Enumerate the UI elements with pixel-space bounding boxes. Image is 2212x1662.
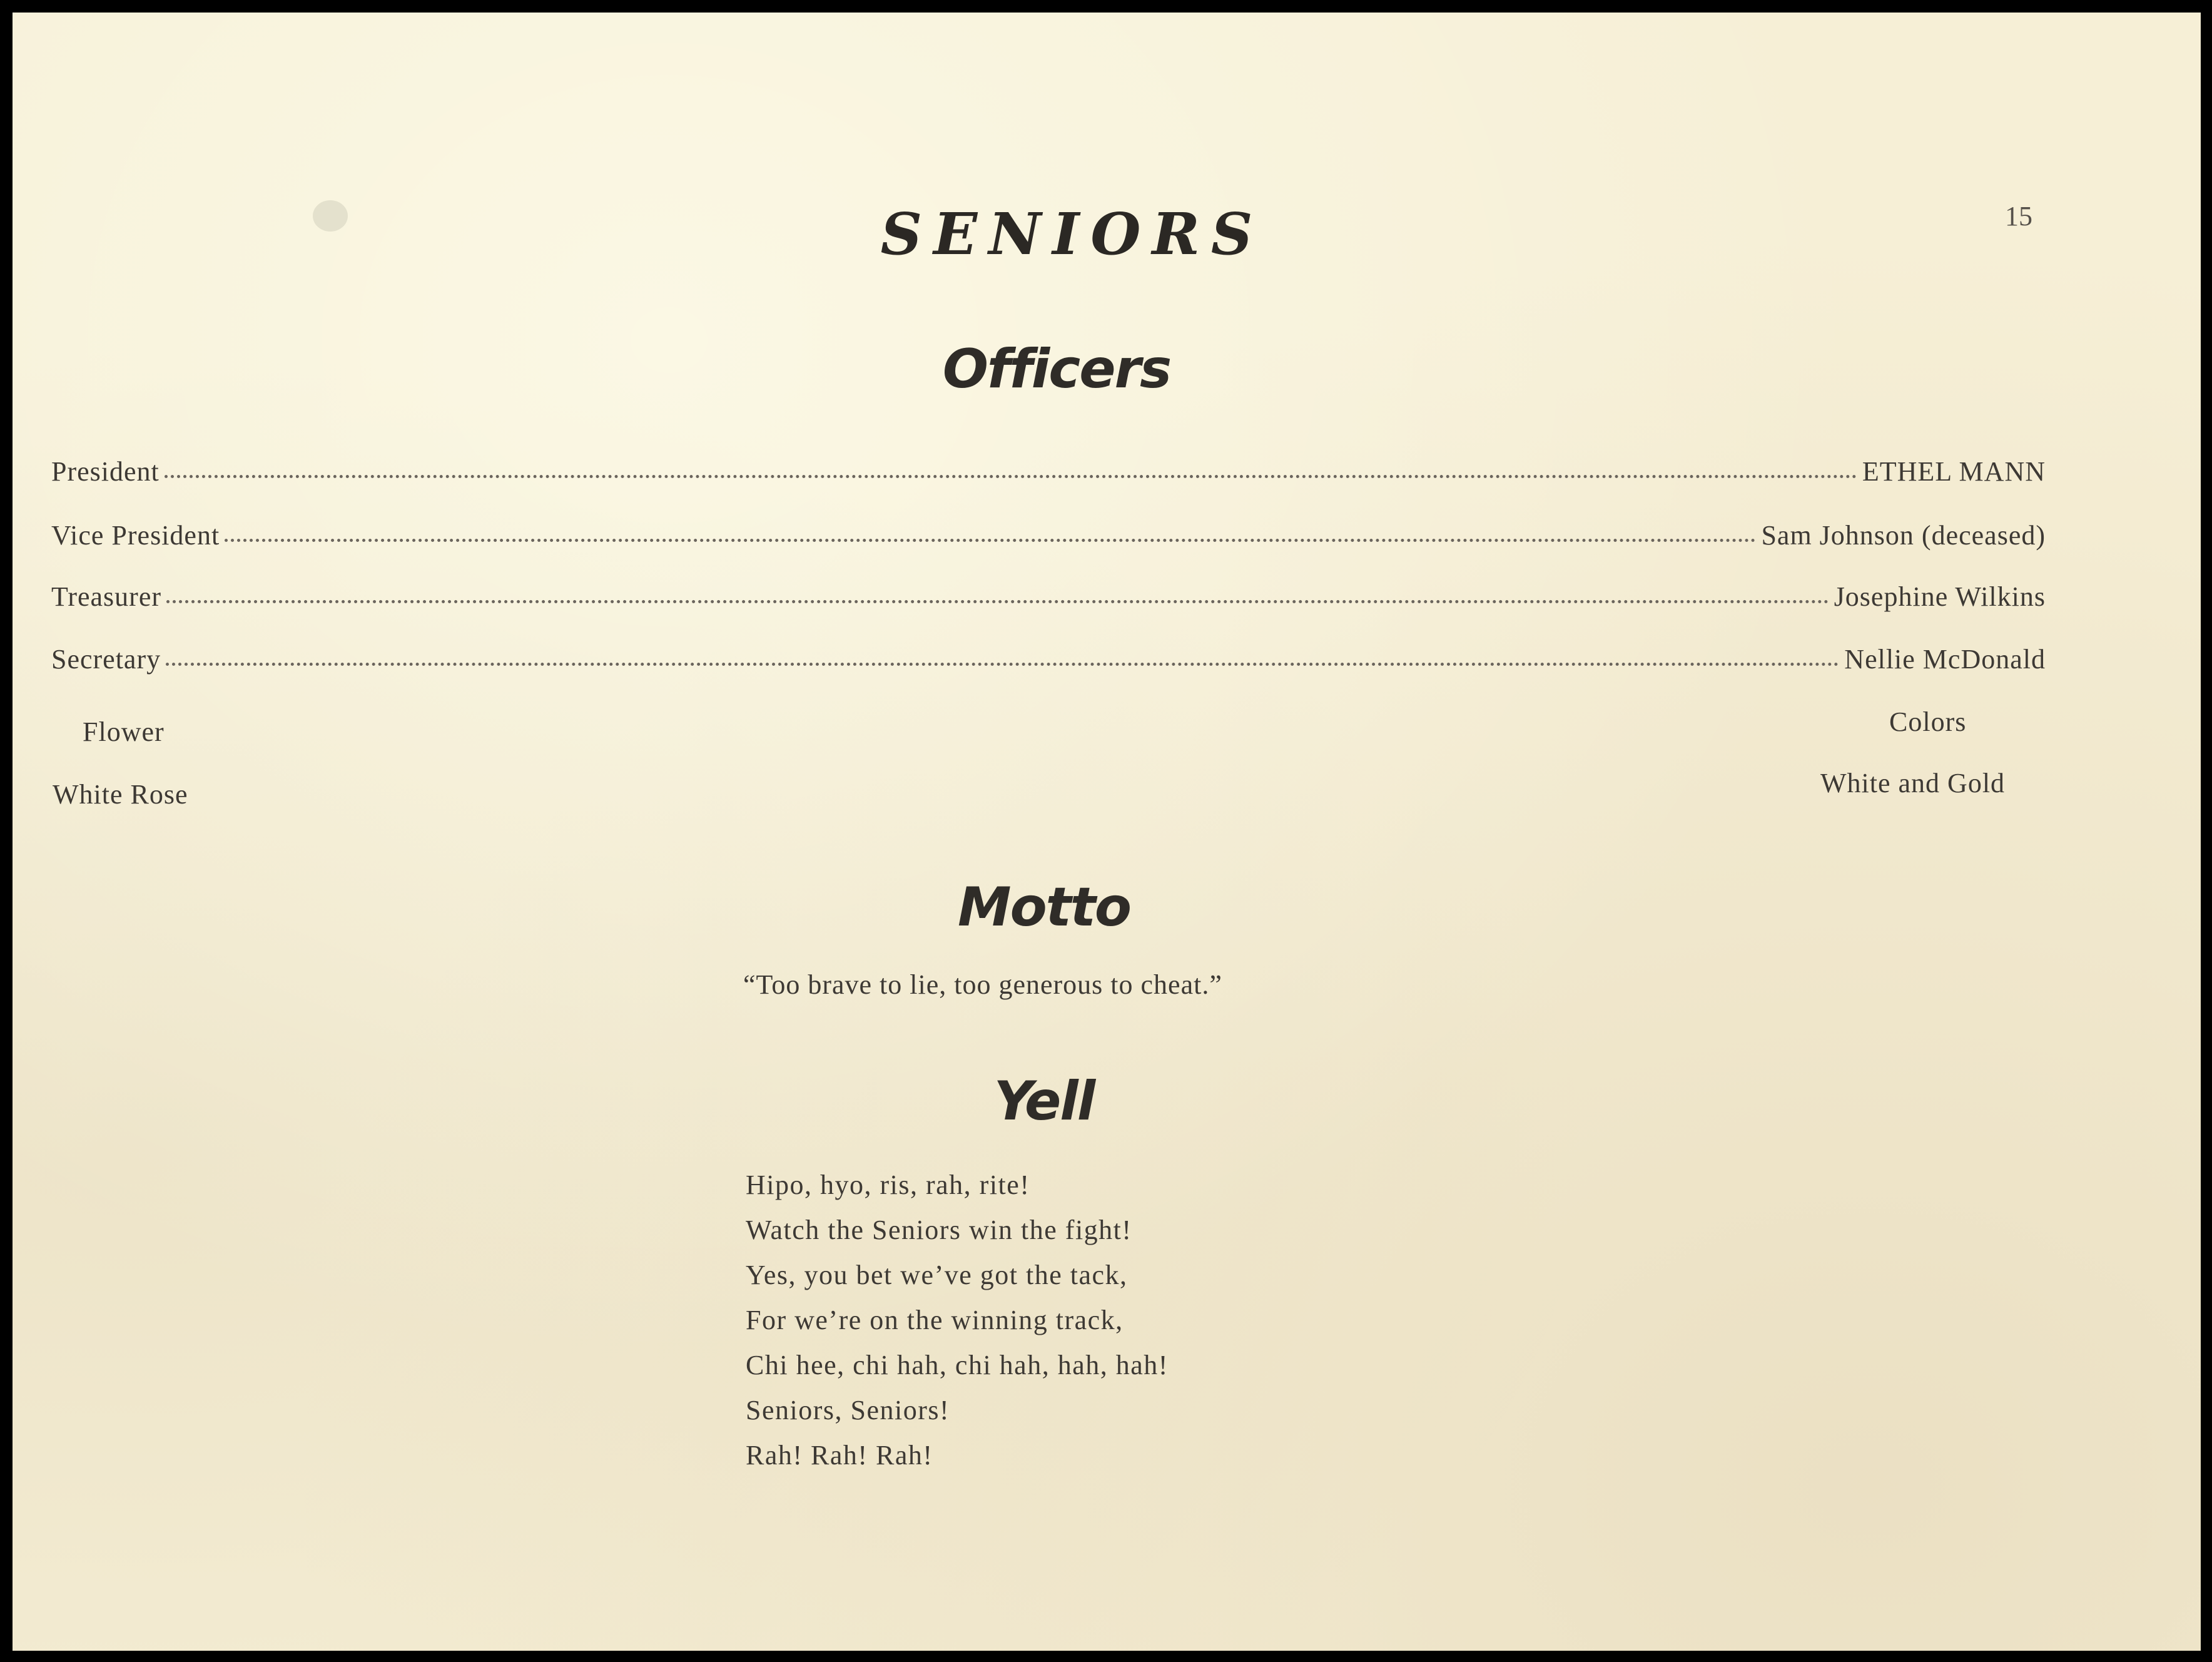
page-number: 15: [2005, 201, 2032, 232]
officers-heading: Officers: [942, 338, 1171, 400]
yell-line: Watch the Seniors win the fight!: [746, 1215, 1132, 1245]
colors-value: White and Gold: [1820, 768, 2006, 798]
officer-name: Sam Johnson (deceased): [1761, 520, 2046, 551]
officer-role: President: [51, 456, 160, 487]
motto-heading: Motto: [958, 876, 1130, 939]
officer-row-treasurer: [51, 581, 2046, 621]
officer-name: Josephine Wilkins: [1834, 581, 2046, 612]
dot-leader: [225, 539, 1756, 542]
officer-role: Treasurer: [51, 581, 161, 612]
yell-line: Seniors, Seniors!: [746, 1395, 950, 1425]
dot-leader: [166, 663, 1839, 666]
officer-row-secretary: [51, 643, 2046, 683]
dot-leader: [166, 600, 1829, 603]
flower-heading: Flower: [83, 716, 165, 747]
officer-name: Nellie McDonald: [1844, 644, 2046, 675]
officer-name: ETHEL MANN: [1862, 456, 2046, 487]
page-title: [13, 200, 2201, 268]
yell-lines: [746, 1163, 1169, 1478]
yearbook-page: [13, 13, 2201, 1651]
yell-heading: Yell: [993, 1070, 1095, 1133]
officer-role: Vice President: [51, 520, 220, 551]
colors-heading: Colors: [1889, 706, 1967, 737]
yell-line: Rah! Rah! Rah!: [746, 1440, 933, 1471]
officer-row-president: [51, 456, 2046, 496]
flower-value: White Rose: [53, 779, 188, 810]
yell-line: For we’re on the winning track,: [746, 1305, 1124, 1335]
yell-line: Chi hee, chi hah, chi hah, hah, hah!: [746, 1350, 1169, 1380]
officer-row-vice-president: [51, 519, 2046, 559]
dot-leader: [165, 475, 1857, 478]
motto-text: “Too brave to lie, too generous to cheat.”: [743, 969, 1222, 1000]
page-title-text: SENIORS: [880, 200, 1264, 268]
officer-role: Secretary: [51, 644, 161, 675]
yell-line: Hipo, hyo, ris, rah, rite!: [746, 1170, 1030, 1200]
yell-line: Yes, you bet we’ve got the tack,: [746, 1260, 1128, 1290]
